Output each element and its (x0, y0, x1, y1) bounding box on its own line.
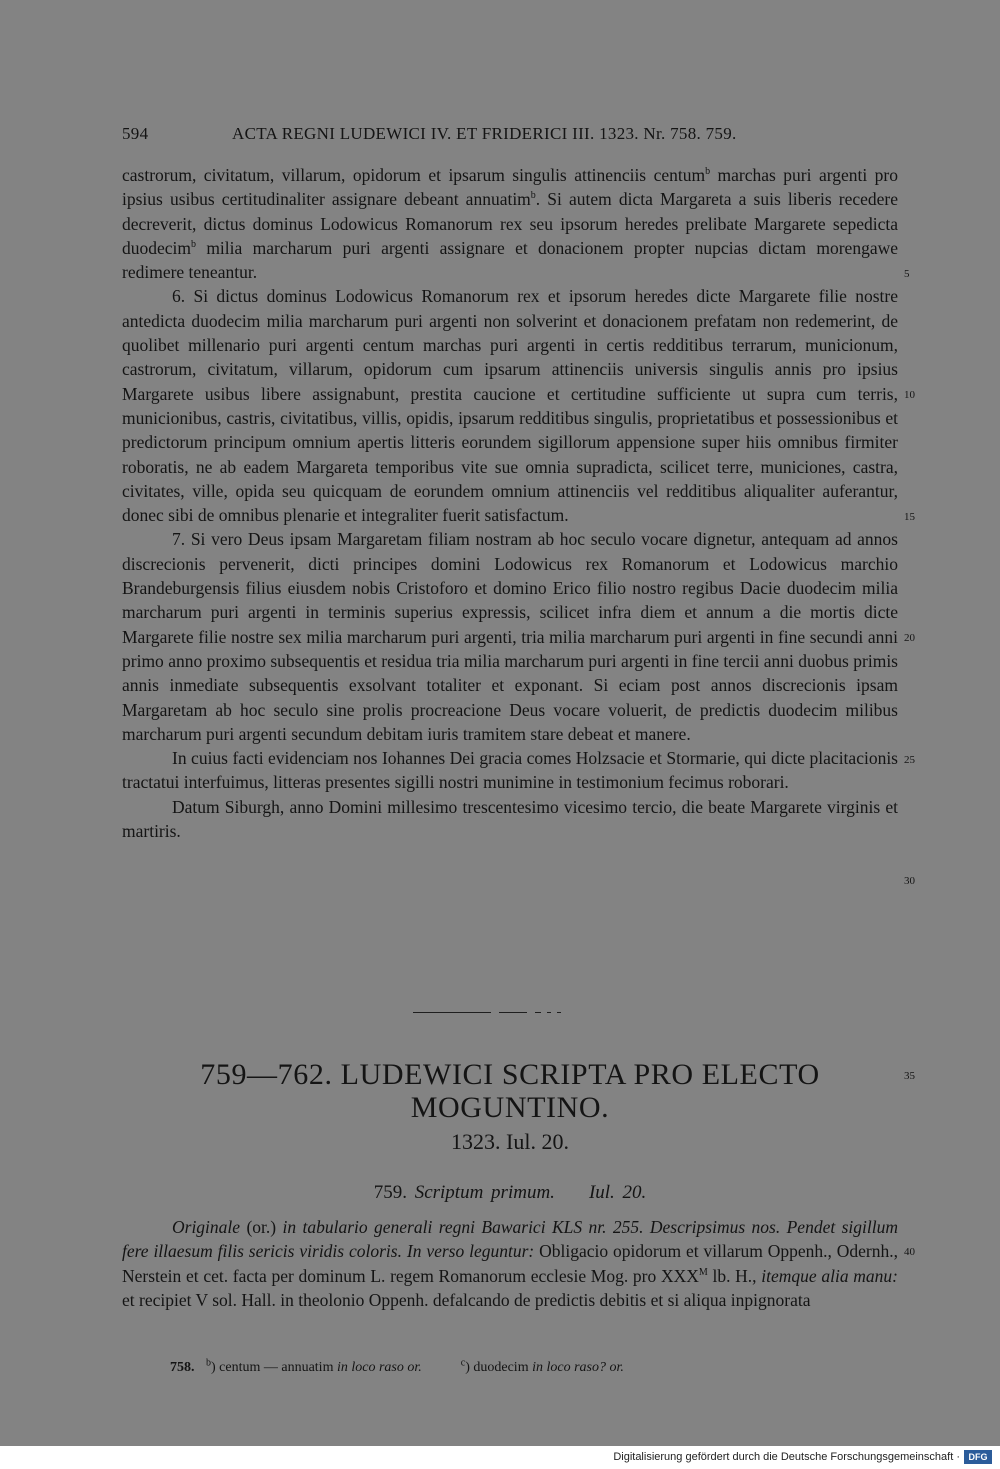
section-divider (413, 1012, 563, 1014)
running-header (122, 124, 798, 148)
section-date: 1323. Iul. 20. (451, 1129, 569, 1154)
line-number: 5 (904, 268, 910, 280)
text-segment: (or.) (240, 1217, 283, 1237)
line-number: 35 (904, 1070, 915, 1082)
line-number: 40 (904, 1246, 915, 1258)
text-segment: marchas puri argenti pro ipsius usibus certitudinaliter assignare debeant annuatim (122, 165, 899, 210)
source-description (122, 1215, 898, 1312)
paragraph-6: 6. Si dictus dominus Lodowicus Romanorum rex et ipsorum heredes dicte Margarete filie nostre antedicta duodecim milia marcharum puri argenti non solverint et donacionem prefatam non redemerint, de quolibet millenario puri argenti centum marchas puri argenti in certis redditibus terrarum, municionum, castrorum, civitatum, villarum, opidorum cum ipsarum attinenciis universis singulis annis pro ipsius Margarete usibus libere assignabunt, prestita caucione et certitudine sufficiente ut supra cum terris, municionibus, castris, civitatibus, villis, opidis, ipsarum redditibus singulis, proprietatibus et possessionibus et predictorum principum omnium apertis litteris eorundem sigillorum appensione super hiis omnibus firmiter roboratis, ne ab eadem Margareta temporibus vite sue omnia supradicta, scilicet terre, municiones, castra, civitates, ville, opida seu quicquam de eorundem omnium attinenciis vel redditibus aliqualiter auferantur, donec sibi de omnibus plenarie et integraliter fuerit satisfactum. (122, 286, 898, 526)
text-segment: Originale (172, 1217, 241, 1237)
section-title (122, 1058, 898, 1124)
paragraph-1 (122, 163, 898, 284)
text-segment: Obligacio opidorum et villarum Oppenh., Odernh., Nerstein et cet. facta per dominum L. regem Romanorum ecclesie Mog. pro XXX (122, 1241, 898, 1286)
text-segment: et recipiet V sol. Hall. in theolonio Oppenh. defalcando de predictis debitis et si aliqua inpignorata (122, 1289, 811, 1310)
text-segment: milia marcharum puri argenti assignare et donacionem propter nupcias dictam morengawe redimere teneantur. (122, 237, 898, 283)
paragraph-7: 7. Si vero Deus ipsam Margaretam filiam nostram ab hoc seculo vocare dignetur, antequam ad annos discrecionis pervenerit, dicti principes domini Lodowicus rex Romanorum et Lodowicus marchio Brandeburgensis filius eiusdem nobis Cristoforo et domino Erico filio nostro regibus Dacie duodecim milia marcharum puri argenti in terminis superius expressis, scilicet infra diem et annum a die mortis dicte Margarete filie nostre sex milia marcharum puri argenti, tria milia marcharum puri argenti in fine secundi anni primo anno proximo subsequentis et residua tria milia marcharum puri argenti in fine tercii anni duobus primis annis inmediate subsequentis exsolvant totaliter et exponant. Si eciam post annos discrecionis ipsam Margaretam ab hoc seculo sine prolis procreacione Deus vocare voluerit, de predictis duodecim milibus marcharum puri argenti secundum debitam iuris tramitem stare debeat et manere. (122, 529, 898, 744)
footnote-mark: c (460, 1357, 466, 1369)
footnote-mark: b (191, 239, 197, 251)
footnote-text: ) centum — annuatim (211, 1360, 337, 1375)
footnote-mark: b (206, 1357, 211, 1369)
footnote-text: in loco raso or. (336, 1360, 422, 1375)
document-body (122, 163, 898, 843)
footnote-mark: b (530, 190, 536, 202)
text-segment: lb. H., (707, 1265, 762, 1286)
funding-credit: Digitalisierung gefördert durch die Deutsche Forschungsgemeinschaft · (613, 1451, 960, 1463)
paragraph-attestation: In cuius facti evidenciam nos Iohannes Dei gracia comes Holzsacie et Stormarie, qui dicte placitacionis tractatui interfuimus, litteras presentes sigilli nostri munimine in testimonium fecimus roborari. (122, 748, 898, 793)
line-number: 10 (904, 389, 915, 401)
superscript: M (698, 1266, 708, 1278)
line-number: 30 (904, 875, 915, 887)
line-number: 20 (904, 632, 915, 644)
running-title: ACTA REGNI LUDEWICI IV. ET FRIDERICI III. 1323. Nr. 758. 759. (232, 124, 737, 143)
footnotes (170, 1357, 870, 1376)
text-segment: itemque alia manu: (761, 1265, 899, 1286)
line-number: 15 (904, 511, 915, 523)
document-date: Iul. 20. (588, 1182, 647, 1203)
section-title-line-1: 759—762. LUDEWICI SCRIPTA PRO ELECTO (200, 1058, 820, 1091)
paragraph-datum: Datum Siburgh, anno Domini millesimo trescentesimo vicesimo tercio, die beate Margarete virginis et martiris. (122, 796, 898, 842)
document-subtitle (122, 1182, 898, 1204)
document-label: Scriptum primum. (414, 1182, 555, 1203)
page-number: 594 (122, 124, 149, 143)
footnote-text: ) duodecim (465, 1360, 533, 1375)
dfg-logo: DFG (964, 1450, 992, 1464)
line-number: 25 (904, 754, 915, 766)
footnote-text: in loco raso? or. (532, 1360, 624, 1375)
text-segment: . Si autem dicta Margareta a suis liberis recedere decreverit, dictus dominus Lodowicus Romanorum rex seu ipsorum heredes prelibate Margarete sepedicta duodecim (122, 189, 898, 258)
text-segment: in tabulario generali regni Bawarici KLS nr. 255. Descripsimus nos. Pendet sigillum fere illaesum filis sericis viridis coloris. In verso leguntur: (122, 1217, 898, 1262)
text-segment: castrorum, civitatum, villarum, opidorum et ipsarum singulis attinenciis centum (122, 165, 706, 185)
footnote-document-number: 758. (170, 1360, 195, 1375)
document-number: 759. (373, 1182, 407, 1203)
section-title-line-2: MOGUNTINO. (410, 1091, 610, 1124)
credit-bar (0, 1446, 1000, 1469)
footnote-mark: b (705, 166, 711, 178)
